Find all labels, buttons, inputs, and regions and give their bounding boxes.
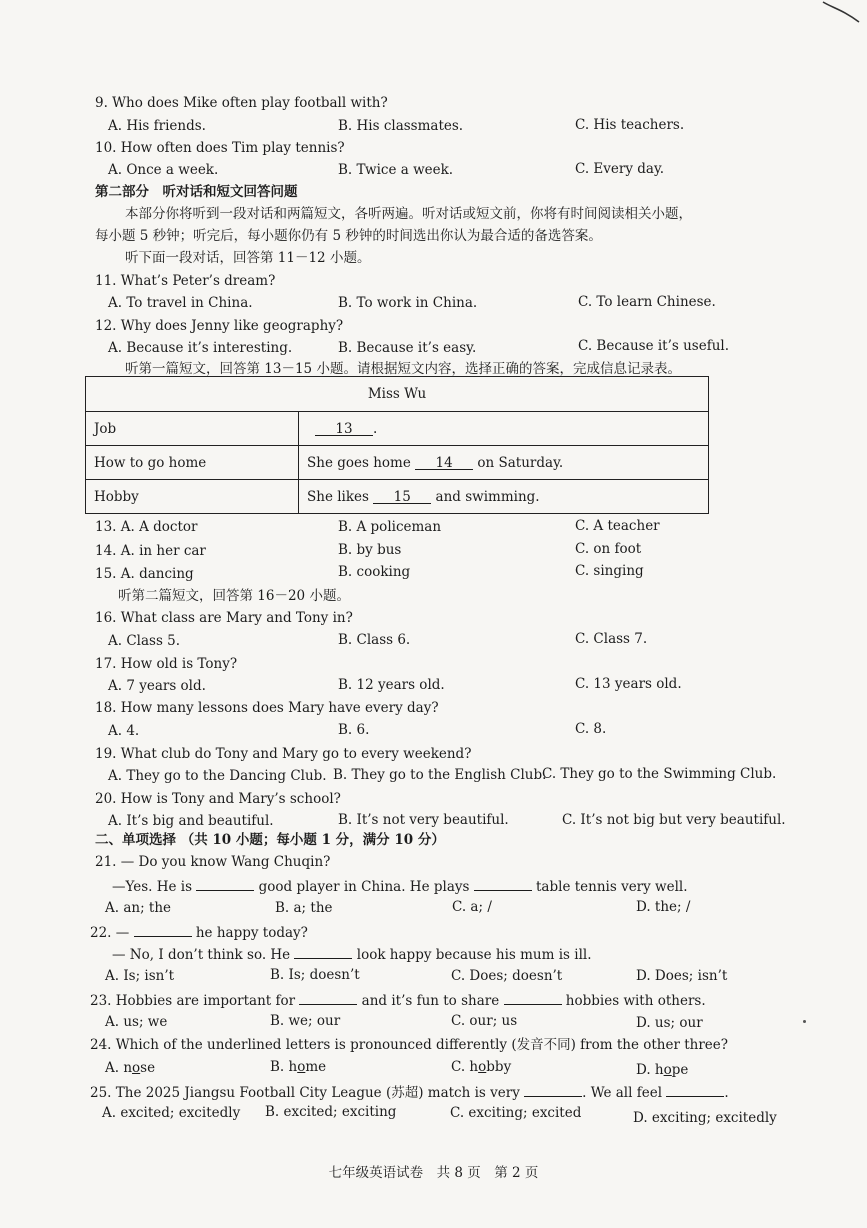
q20-option-a: A. It’s big and beautiful.	[108, 813, 274, 829]
question-20: 20. How is Tony and Mary’s school?	[95, 791, 341, 807]
q21-option-b: B. a; the	[275, 900, 333, 916]
q19-option-b: B. They go to the English Club.	[333, 767, 547, 783]
question-21-line2: —Yes. He is good player in China. He plays table tennis very well.	[112, 876, 688, 896]
blank	[299, 990, 357, 1005]
dialog-instruction: 听下面一段对话，回答第 11－12 小题。	[125, 250, 371, 266]
table-title: Miss Wu	[86, 377, 709, 412]
q23-option-a: A. us; we	[105, 1014, 168, 1030]
q18-option-c: C. 8.	[575, 721, 607, 737]
q16-option-c: C. Class 7.	[575, 631, 648, 647]
q14-option-c: C. on foot	[575, 541, 642, 557]
q24-option-b: B. home	[270, 1059, 327, 1075]
q15-option-c: C. singing	[575, 563, 644, 579]
question-22-line1: 22. — he happy today?	[90, 922, 308, 942]
q10-option-c: C. Every day.	[575, 161, 665, 177]
blank	[196, 876, 254, 891]
question-24: 24. Which of the underlined letters is pronounced differently (发音不同) from the other three?	[90, 1037, 729, 1053]
q21-option-a: A. an; the	[105, 900, 172, 916]
q20-option-b: B. It’s not very beautiful.	[338, 812, 509, 828]
part2-heading: 第二部分 听对话和短文回答问题	[95, 184, 298, 200]
q15-option-a: 15. A. dancing	[95, 566, 194, 582]
row-value-job: 13 .	[299, 412, 709, 446]
q10-option-a: A. Once a week.	[108, 162, 219, 178]
q22-option-c: C. Does; doesn’t	[451, 968, 563, 984]
q23-option-c: C. our; us	[451, 1013, 518, 1029]
q18-option-a: A. 4.	[108, 723, 140, 739]
question-9: 9. Who does Mike often play football with?	[95, 95, 388, 111]
q23-option-d: D. us; our	[636, 1015, 703, 1031]
section2-heading: 二、单项选择 （共 10 小题；每小题 1 分，满分 10 分）	[95, 832, 445, 848]
q16-option-a: A. Class 5.	[108, 633, 181, 649]
q23-option-b: B. we; our	[270, 1013, 341, 1029]
q14-option-b: B. by bus	[338, 542, 402, 558]
row-value-hobby: She likes 15 and swimming.	[299, 480, 709, 514]
passage2-instruction: 听第二篇短文，回答第 16－20 小题。	[118, 588, 350, 604]
q17-option-b: B. 12 years old.	[338, 677, 445, 693]
q24-option-d: D. hope	[636, 1062, 689, 1078]
q19-option-a: A. They go to the Dancing Club.	[108, 768, 327, 784]
q16-option-b: B. Class 6.	[338, 632, 411, 648]
q11-option-b: B. To work in China.	[338, 295, 478, 311]
question-21-line1: 21. — Do you know Wang Chuqin?	[95, 854, 331, 870]
q24-option-c: C. hobby	[451, 1059, 512, 1075]
question-10: 10. How often does Tim play tennis?	[95, 140, 345, 156]
q14-option-a: 14. A. in her car	[95, 543, 206, 559]
q21-option-c: C. a; /	[452, 899, 492, 915]
q19-option-c: C. They go to the Swimming Club.	[542, 766, 777, 782]
q9-option-a: A. His friends.	[108, 118, 206, 134]
q9-option-c: C. His teachers.	[575, 117, 685, 133]
page-footer: 七年级英语试卷 共 8 页 第 2 页	[328, 1165, 539, 1181]
q12-option-a: A. Because it’s interesting.	[108, 340, 293, 356]
q13-option-b: B. A policeman	[338, 519, 442, 535]
q11-option-a: A. To travel in China.	[108, 295, 253, 311]
q20-option-c: C. It’s not big but very beautiful.	[562, 812, 786, 828]
q25-option-a: A. excited; excitedly	[102, 1105, 241, 1121]
q17-option-a: A. 7 years old.	[108, 678, 206, 694]
row-value-go-home: She goes home 14 on Saturday.	[299, 446, 709, 480]
blank	[524, 1082, 582, 1097]
q9-option-b: B. His classmates.	[338, 118, 464, 134]
blank-13: 13	[315, 421, 373, 436]
question-19: 19. What club do Tony and Mary go to every weekend?	[95, 746, 472, 762]
question-17: 17. How old is Tony?	[95, 656, 238, 672]
q22-option-b: B. Is; doesn’t	[270, 967, 360, 983]
question-22-line2: — No, I don’t think so. He look happy because his mum is ill.	[112, 944, 592, 964]
q15-option-b: B. cooking	[338, 564, 411, 580]
row-label-go-home: How to go home	[86, 446, 299, 480]
blank-14: 14	[415, 455, 473, 470]
blank	[134, 922, 192, 937]
q21-option-d: D. the; /	[636, 899, 691, 915]
q12-option-c: C. Because it’s useful.	[578, 338, 730, 354]
blank-15: 15	[373, 489, 431, 504]
question-23: 23. Hobbies are important for and it’s fun to share hobbies with others.	[90, 990, 706, 1010]
question-12: 12. Why does Jenny like geography?	[95, 318, 344, 334]
q10-option-b: B. Twice a week.	[338, 162, 454, 178]
question-11: 11. What’s Peter’s dream?	[95, 273, 276, 289]
part2-intro-line2: 每小题 5 秒钟；听完后，每小题你仍有 5 秒钟的时间选出你认为最合适的备选答案。	[95, 228, 602, 244]
q25-option-d: D. exciting; excitedly	[633, 1110, 777, 1126]
table-row	[86, 446, 709, 480]
question-16: 16. What class are Mary and Tony in?	[95, 610, 353, 626]
scan-speck	[803, 1020, 806, 1023]
q12-option-b: B. Because it’s easy.	[338, 340, 477, 356]
row-label-job: Job	[86, 412, 299, 446]
blank	[474, 876, 532, 891]
table-row	[86, 412, 709, 446]
q13-option-a: 13. A. A doctor	[95, 519, 198, 535]
q17-option-c: C. 13 years old.	[575, 676, 682, 692]
q18-option-b: B. 6.	[338, 722, 370, 738]
corner-pen-mark	[821, 0, 861, 24]
question-25: 25. The 2025 Jiangsu Football City League (苏超) match is very . We all feel .	[90, 1082, 729, 1102]
blank	[504, 990, 562, 1005]
q25-option-c: C. exciting; excited	[450, 1105, 582, 1121]
q22-option-d: D. Does; isn’t	[636, 968, 728, 984]
question-18: 18. How many lessons does Mary have every day?	[95, 700, 439, 716]
blank	[294, 944, 352, 959]
row-label-hobby: Hobby	[86, 480, 299, 514]
q24-option-a: A. nose	[105, 1060, 156, 1076]
q11-option-c: C. To learn Chinese.	[578, 294, 716, 310]
q25-option-b: B. excited; exciting	[265, 1104, 397, 1120]
blank	[666, 1082, 724, 1097]
q13-option-c: C. A teacher	[575, 518, 660, 534]
table-row	[86, 480, 709, 514]
part2-intro-line1: 本部分你将听到一段对话和两篇短文，各听两遍。听对话或短文前，你将有时间阅读相关小题，	[125, 206, 692, 222]
passage1-instruction: 听第一篇短文，回答第 13－15 小题。请根据短文内容，选择正确的答案，完成信息记录表。	[125, 361, 681, 377]
info-record-table	[85, 376, 709, 514]
q22-option-a: A. Is; isn’t	[105, 968, 175, 984]
